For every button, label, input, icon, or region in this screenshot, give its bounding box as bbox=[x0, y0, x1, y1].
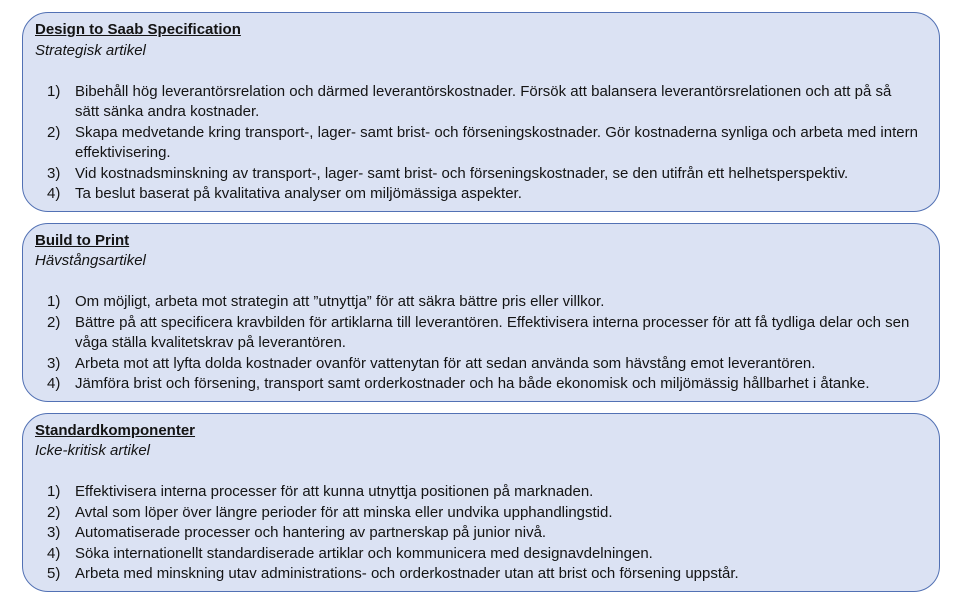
list-item-number: 1) bbox=[47, 82, 61, 100]
list-item bbox=[35, 374, 919, 395]
list-item-text: Arbeta mot att lyfta dolda kostnader ovanför vattenytan för att sedan använda som hävstång emot leverantören. bbox=[75, 354, 816, 372]
numbered-list bbox=[35, 82, 919, 205]
list-item-number: 2) bbox=[47, 313, 61, 331]
list-item-text: Söka internationellt standardiserade artiklar och kommunicera med designavdelningen. bbox=[75, 544, 653, 562]
list-item-text: Jämföra brist och försening, transport samt orderkostnader och ha både ekonomisk och miljömässig hållbarhet i åtanke. bbox=[75, 375, 870, 392]
box-title: Build to Print bbox=[35, 231, 130, 249]
list-item-text: Skapa medvetande kring transport-, lager- samt brist- och förseningskostnader. Gör kostnaderna synliga och arbeta med intern effektivisering. bbox=[75, 123, 918, 161]
list-item bbox=[35, 544, 919, 565]
list-item-number: 3) bbox=[47, 524, 61, 541]
list-item-text: Vid kostnadsminskning av transport-, lager- samt brist- och förseningskostnader, se den utifrån ett helhetsperspektiv. bbox=[75, 164, 849, 182]
list-item-text: Bibehåll hög leverantörsrelation och därmed leverantörskostnader. Försök att balansera leverantörsrelationen och att på så sätt sänka andra kostnader. bbox=[75, 82, 892, 120]
box-title: Standardkomponenter bbox=[35, 421, 196, 439]
list-item-text: Arbeta med minskning utav administrations- och orderkostnader utan att brist och försening uppstår. bbox=[75, 565, 739, 582]
list-item-number: 1) bbox=[47, 483, 61, 500]
list-item bbox=[35, 313, 919, 354]
numbered-list bbox=[35, 482, 919, 585]
list-item bbox=[35, 123, 919, 164]
list-item-number: 4) bbox=[47, 185, 61, 202]
box-design-to-saab-specification bbox=[22, 12, 940, 212]
box-build-to-print bbox=[22, 223, 940, 402]
list-item-number: 1) bbox=[47, 293, 61, 310]
list-item bbox=[35, 184, 919, 205]
list-item-text: Avtal som löper över längre perioder för att minska eller undvika upphandlingstid. bbox=[75, 503, 613, 521]
list-item bbox=[35, 482, 919, 503]
list-item-text: Effektivisera interna processer för att kunna utnyttja positionen på marknaden. bbox=[75, 483, 594, 500]
list-item-text: Automatiserade processer och hantering av partnerskap på junior nivå. bbox=[75, 524, 547, 541]
list-item-number: 4) bbox=[47, 375, 61, 392]
box-subtitle: Hävstångsartikel bbox=[35, 252, 146, 269]
box-standardkomponenter bbox=[22, 413, 940, 592]
list-item-text: Bättre på att specificera kravbilden för artiklarna till leverantören. Effektivisera interna processer för att få tydliga delar och sen våga ställa kvalitetskrav på leverantören. bbox=[75, 313, 910, 351]
box-title: Design to Saab Specification bbox=[35, 21, 241, 38]
list-item bbox=[35, 292, 919, 313]
list-item-number: 2) bbox=[47, 503, 61, 521]
list-item bbox=[35, 503, 919, 524]
box-subtitle: Strategisk artikel bbox=[35, 41, 146, 59]
list-item bbox=[35, 354, 919, 375]
list-item bbox=[35, 564, 919, 585]
box-subtitle: Icke-kritisk artikel bbox=[35, 442, 151, 459]
numbered-list bbox=[35, 292, 919, 395]
list-item-number: 4) bbox=[47, 544, 61, 562]
list-item-text: Om möjligt, arbeta mot strategin att ”utnyttja” för att säkra bättre pris eller villkor. bbox=[75, 293, 605, 310]
list-item-number: 3) bbox=[47, 354, 61, 372]
list-item-number: 2) bbox=[47, 123, 61, 141]
list-item bbox=[35, 164, 919, 185]
list-item bbox=[35, 82, 919, 123]
list-item-text: Ta beslut baserat på kvalitativa analyser om miljömässiga aspekter. bbox=[75, 185, 522, 202]
list-item-number: 5) bbox=[47, 565, 61, 582]
list-item-number: 3) bbox=[47, 164, 61, 182]
list-item bbox=[35, 523, 919, 544]
